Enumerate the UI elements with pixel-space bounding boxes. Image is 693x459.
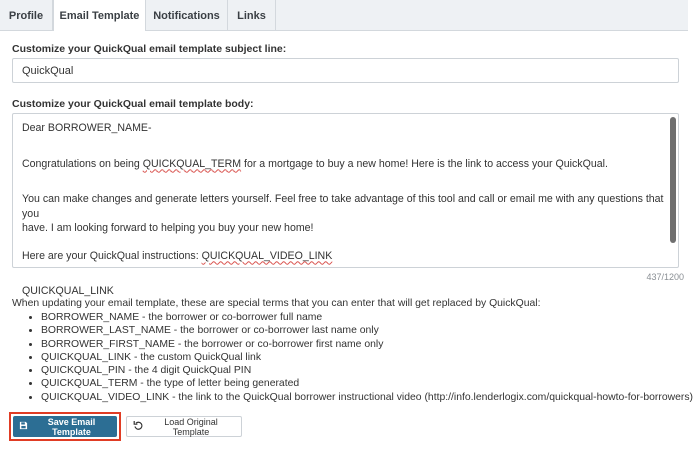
tab-profile[interactable] <box>0 0 53 31</box>
list-item: • QUICKQUAL_VIDEO_LINK - the link to the QuickQual borrower instructional video (http://info.lenderlogix.com/quickqual-howto-for-borrowers) <box>41 391 693 404</box>
character-counter: 437/1200 <box>646 272 684 282</box>
term-quickqual-video-link: QUICKQUAL_VIDEO_LINK <box>201 249 333 262</box>
tab-label: Links <box>237 9 266 22</box>
list-item: • BORROWER_FIRST_NAME - the borrower or co-borrower first name only <box>41 338 693 351</box>
list-item: • QUICKQUAL_LINK - the custom QuickQual link <box>41 351 693 364</box>
list-item: • QUICKQUAL_PIN - the 4 digit QuickQual PIN <box>41 364 693 377</box>
term-quickqual-term: QUICKQUAL_TERM <box>142 157 242 170</box>
tab-links[interactable] <box>228 0 276 31</box>
tab-bar <box>0 0 688 31</box>
tab-email-template[interactable] <box>53 0 146 32</box>
load-original-template-button[interactable] <box>126 416 242 437</box>
body-content <box>22 121 664 320</box>
subject-input[interactable] <box>12 58 679 83</box>
body-line: You can make changes and generate letters yourself. Feel free to take advantage of this tool and call or email me with any questions that you have. I am looking forward to helping you buy your new home! <box>22 193 664 234</box>
body-line: Here are your QuickQual instructions: QUICKQUAL_VIDEO_LINK <box>22 249 333 262</box>
body-scrollbar[interactable] <box>670 117 676 243</box>
tab-label: Profile <box>8 9 44 22</box>
tab-label: Email Template <box>59 10 140 22</box>
tab-label: Notifications <box>153 9 220 22</box>
tab-notifications[interactable] <box>146 0 228 31</box>
save-email-template-button[interactable] <box>13 416 117 437</box>
special-terms-list <box>26 311 693 404</box>
body-line: Dear BORROWER_NAME- <box>22 122 152 134</box>
undo-icon <box>133 420 143 433</box>
list-item: • BORROWER_NAME - the borrower or co-borrower full name <box>41 311 693 324</box>
body-line: QUICKQUAL_LINK <box>22 285 114 297</box>
body-line: Congratulations on being QUICKQUAL_TERM for a mortgage to buy a new home! Here is the link to access your QuickQual. <box>22 157 608 170</box>
list-item: • QUICKQUAL_TERM - the type of letter being generated <box>41 377 693 390</box>
body-label: Customize your QuickQual email template body: <box>12 98 254 110</box>
instructions-intro: When updating your email template, these are special terms that you can enter that will get replaced by QuickQual: <box>12 298 541 309</box>
save-icon <box>19 421 28 433</box>
save-button-label: Save Email Template <box>47 416 96 437</box>
subject-label: Customize your QuickQual email template subject line: <box>12 43 287 55</box>
load-button-label: Load Original Template <box>164 416 218 437</box>
list-item: • BORROWER_LAST_NAME - the borrower or co-borrower last name only <box>41 324 693 337</box>
